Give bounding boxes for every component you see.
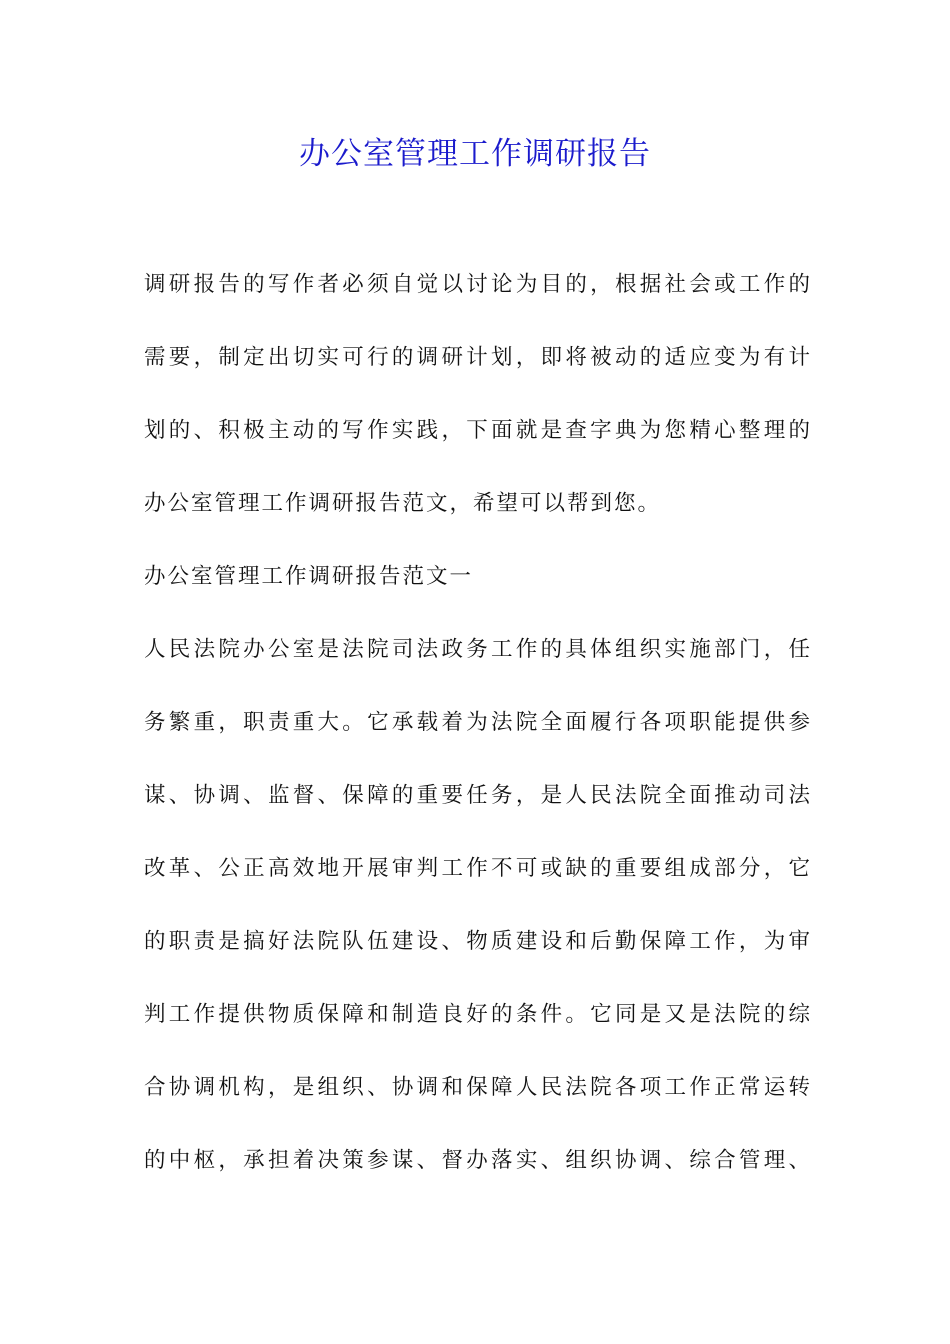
text-line: 判工作提供物质保障和制造良好的条件。它同是又是法院的综: [144, 1002, 812, 1027]
text-line: 谋、协调、监督、保障的重要任务，是人民法院全面推动司法: [144, 783, 812, 808]
document-body: [144, 260, 812, 1209]
text-line: 办公室管理工作调研报告范文一: [144, 564, 474, 589]
text-line: 务繁重，职责重大。它承载着为法院全面履行各项职能提供参: [144, 710, 812, 735]
text-line: 办公室管理工作调研报告范文，希望可以帮到您。: [144, 491, 662, 516]
text-line: 需要，制定出切实可行的调研计划，即将被动的适应变为有计: [144, 345, 812, 370]
text-line: 改革、公正高效地开展审判工作不可或缺的重要组成部分，它: [144, 856, 812, 881]
text-line: 划的、积极主动的写作实践，下面就是查字典为您精心整理的: [144, 418, 812, 443]
text-line: 的中枢，承担着决策参谋、督办落实、组织协调、综合管理、: [144, 1148, 812, 1173]
text-line: 人民法院办公室是法院司法政务工作的具体组织实施部门，任: [144, 637, 812, 662]
text-line: 合协调机构，是组织、协调和保障人民法院各项工作正常运转: [144, 1075, 812, 1100]
text-line: 调研报告的写作者必须自觉以讨论为目的，根据社会或工作的: [144, 272, 812, 297]
document-title: 办公室管理工作调研报告: [299, 136, 651, 172]
text-line: 的职责是搞好法院队伍建设、物质建设和后勤保障工作，为审: [144, 929, 812, 954]
